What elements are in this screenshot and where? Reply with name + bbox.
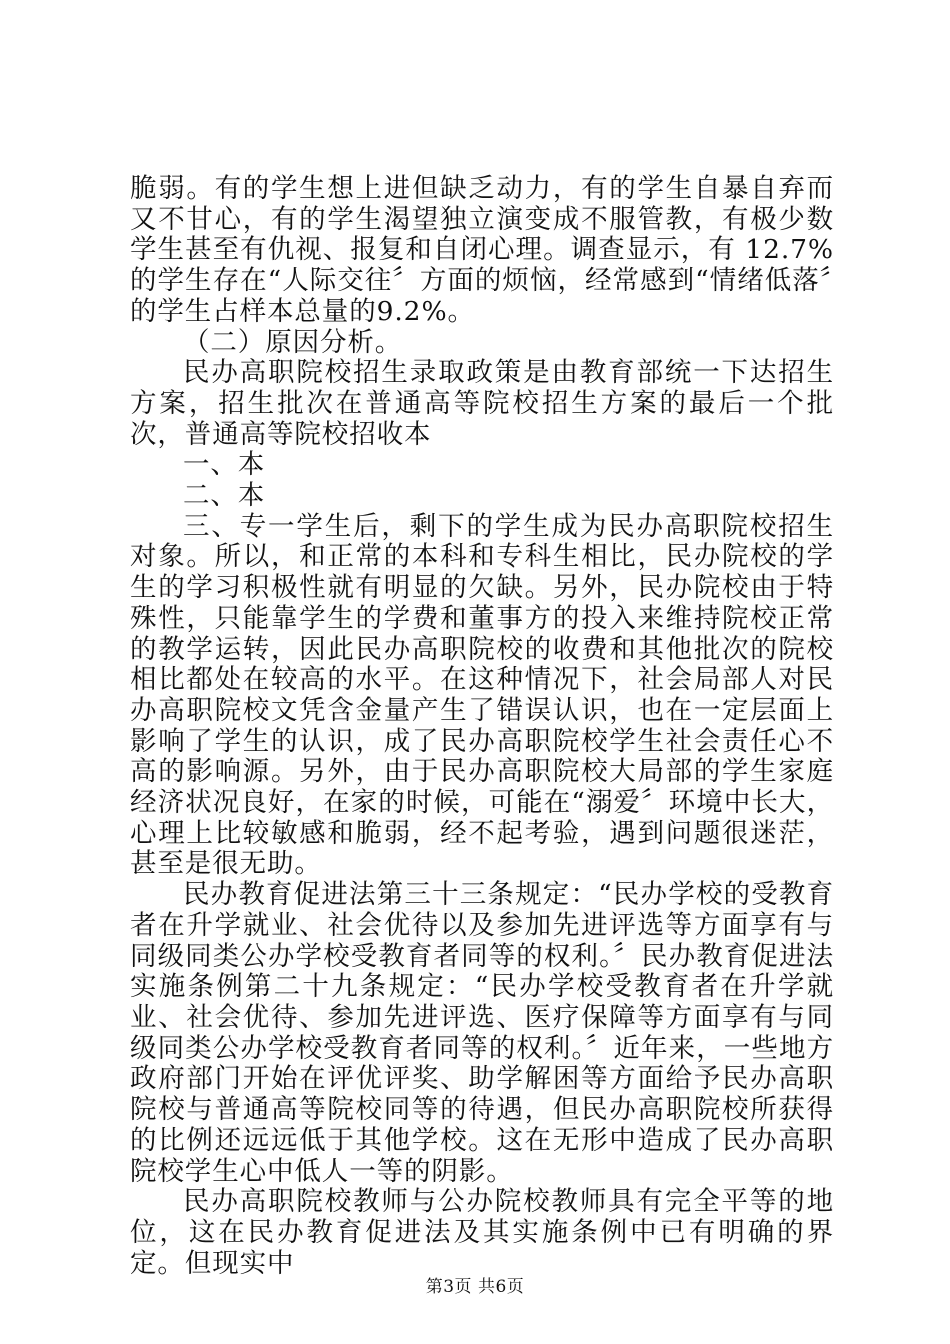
- paragraph-education-law: 民办教育促进法第三十三条规定：“民办学校的受教育者在升学就业、社会优待以及参加先进评选等方面享有与同级同类公办学校受教育者同等的权利。〞民办教育促进法实施条例第二十九条规定：“民办学校受教育者在升学就业、社会优待、参加先进评选、医疗保障等方面享有与同级同类公办学校受教育者同等的权利。〞近年来，一些地方政府部门开始在评优评奖、助学解困等方面给予民办高职院校与普通高等院校同等的待遇，但民办高职院校所获得的比例还远远低于其他学校。这在无形中造成了民办高职院校学生心中低人一等的阴影。: [130, 879, 834, 1187]
- section-heading-cause-analysis: （二）原因分析。: [183, 326, 403, 358]
- paragraph-list-item-2: 二、本: [183, 480, 266, 512]
- paragraph-continuation: 脆弱。有的学生想上进但缺乏动力，有的学生自暴自弃而又不甘心，有的学生渴望独立演变成不服管教，有极少数学生甚至有仇视、报复和自闭心理。调查显示，有 12.7%的学生存在“人际交往〞方面的烦恼，经常感到“情绪低落〞的学生占样本总量的9.2%。: [130, 173, 834, 327]
- paragraph-teacher-status: 民办高职院校教师与公办院校教师具有完全平等的地位，这在民办教育促进法及其实施条例中已有明确的界定。但现实中: [130, 1186, 834, 1279]
- paragraph-admission-policy: 民办高职院校招生录取政策是由教育部统一下达招生方案，招生批次在普通高等院校招生方案的最后一个批次，普通高等院校招收本: [130, 357, 834, 450]
- page-number-footer: 第3页 共6页: [425, 1277, 525, 1297]
- paragraph-list-item-1: 一、本: [183, 449, 266, 481]
- document-body: [130, 174, 834, 1279]
- paragraph-list-item-3: 三、专一学生后，剩下的学生成为民办高职院校招生对象。所以，和正常的本科和专科生相比，民办院校的学生的学习积极性就有明显的欠缺。另外，民办院校由于特殊性，只能靠学生的学费和董事方的投入来维持院校正常的教学运转，因此民办高职院校的收费和其他批次的院校相比都处在较高的水平。在这种情况下，社会局部人对民办高职院校文凭含金量产生了错误认识，也在一定层面上影响了学生的认识，成了民办高职院校学生社会责任心不高的影响源。另外，由于民办高职院校大局部的学生家庭经济状况良好，在家的时候，可能在“溺爱〞环境中长大，心理上比较敏感和脆弱，经不起考验，遇到问题很迷茫，甚至是很无助。: [130, 510, 834, 880]
